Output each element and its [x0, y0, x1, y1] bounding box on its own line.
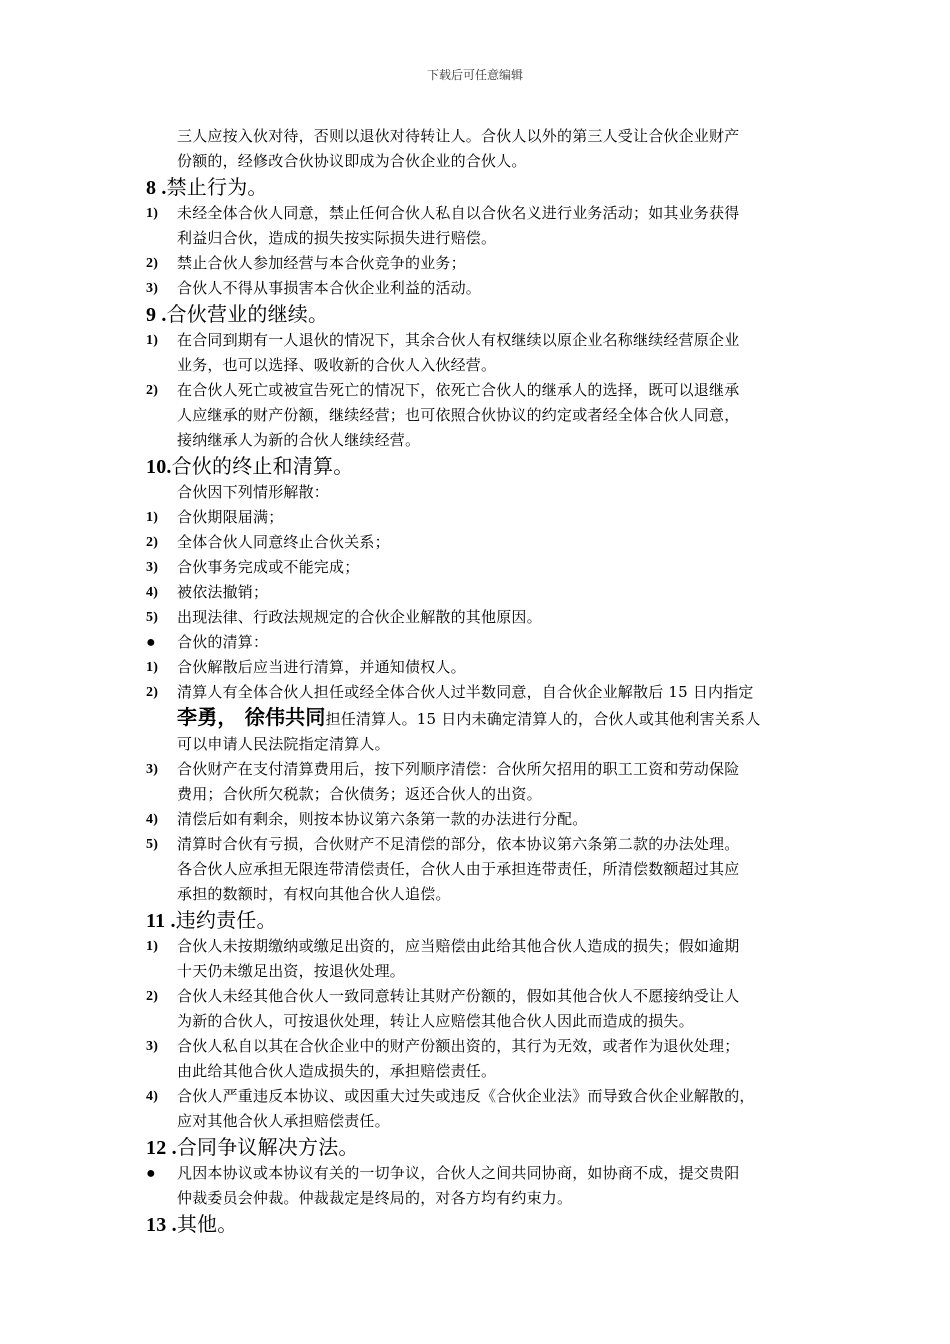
- list-item: [146, 201, 816, 226]
- list-marker: 1): [146, 510, 159, 525]
- line-text: 合伙财产在支付清算费用后，按下列顺序清偿：合伙所欠招用的职工工资和劳动保险: [177, 760, 740, 778]
- section-heading: [146, 907, 816, 934]
- paragraph-line: [146, 959, 816, 984]
- list-marker: 3): [146, 762, 159, 777]
- line-text: 合伙人私自以其在合伙企业中的财产份额出资的，其行为无效，或者作为退伙处理；: [177, 1037, 740, 1055]
- list-marker: 1): [146, 660, 159, 675]
- paragraph-line: [146, 1186, 816, 1211]
- list-item: [146, 630, 816, 655]
- list-item: [146, 555, 816, 580]
- bullet-icon: ●: [146, 634, 156, 651]
- list-marker: 3): [146, 281, 159, 296]
- section-number: 12 .: [146, 1137, 177, 1159]
- list-marker: 3): [146, 1039, 159, 1054]
- list-marker: 1): [146, 206, 159, 221]
- list-item: [146, 530, 816, 555]
- list-item: [146, 605, 816, 630]
- list-item: [146, 705, 816, 732]
- section-title: 合同争议解决方法。: [176, 1135, 359, 1159]
- paragraph-line: [146, 480, 816, 505]
- paragraph-line: [146, 428, 816, 453]
- list-marker: 4): [146, 812, 159, 827]
- line-text: 全体合伙人同意终止合伙关系；: [177, 533, 390, 551]
- line-text: 合伙解散后应当进行清算，并通知债权人。: [177, 658, 466, 676]
- line-text: 合伙事务完成或不能完成；: [177, 558, 360, 576]
- liquidator-names: 李勇， 徐伟共同: [177, 705, 326, 729]
- list-marker: 1): [146, 333, 159, 348]
- list-item: [146, 984, 816, 1009]
- list-item: [146, 1161, 816, 1186]
- list-item: [146, 580, 816, 605]
- line-text: 未经全体合伙人同意，禁止任何合伙人私自以合伙名义进行业务活动；如其业务获得: [177, 204, 740, 222]
- section-number: 13 .: [146, 1214, 177, 1236]
- line-text: 禁止合伙人参加经营与本合伙竞争的业务；: [177, 254, 466, 272]
- line-text: 各合伙人应承担无限连带清偿责任，合伙人由于承担连带责任，所清偿数额超过其应: [177, 860, 740, 878]
- bullet-icon: ●: [146, 1165, 156, 1182]
- paragraph-line: [146, 857, 816, 882]
- section-title: 其他。: [176, 1212, 238, 1236]
- line-text: 份额的，经修改合伙协议即成为合伙企业的合伙人。: [177, 152, 527, 170]
- list-marker: 4): [146, 585, 159, 600]
- line-text: 出现法律、行政法规规定的合伙企业解散的其他原因。: [177, 608, 542, 626]
- list-item: [146, 757, 816, 782]
- list-item: [146, 680, 816, 705]
- list-item: [146, 832, 816, 857]
- line-text: 业务，也可以选择、吸收新的合伙人入伙经营。: [177, 356, 497, 374]
- list-marker: 3): [146, 560, 159, 575]
- line-text: 费用；合伙所欠税款；合伙债务；返还合伙人的出资。: [177, 785, 542, 803]
- paragraph-line: [146, 732, 816, 757]
- list-item: [146, 655, 816, 680]
- list-item: [146, 251, 816, 276]
- line-text: 合伙人不得从事损害本合伙企业利益的活动。: [177, 279, 482, 297]
- list-marker: 4): [146, 1089, 159, 1104]
- section-heading: [146, 301, 816, 328]
- line-text: 在合伙人死亡或被宣告死亡的情况下，依死亡合伙人的继承人的选择，既可以退继承: [177, 381, 740, 399]
- section-title: 违约责任。: [175, 908, 277, 932]
- paragraph-line: [146, 353, 816, 378]
- list-item: [146, 1084, 816, 1109]
- list-item: [146, 328, 816, 353]
- line-text: 应对其他合伙人承担赔偿责任。: [177, 1112, 390, 1130]
- section-heading: [146, 1211, 816, 1238]
- document-body: [146, 124, 816, 1238]
- section-number: 9 .: [146, 304, 167, 326]
- line-text: 接纳继承人为新的合伙人继续经营。: [177, 431, 421, 449]
- line-text: 合伙期限届满；: [177, 508, 284, 526]
- page-header: 下载后可任意编辑: [426, 68, 523, 82]
- line-text: 合伙人未经其他合伙人一致同意转让其财产份额的，假如其他合伙人不愿接纳受让人: [177, 987, 740, 1005]
- line-text: 凡因本协议或本协议有关的一切争议，合伙人之间共同协商，如协商不成，提交贵阳: [177, 1164, 740, 1182]
- line-text: 利益归合伙，造成的损失按实际损失进行赔偿。: [177, 229, 497, 247]
- section-heading: [146, 174, 816, 201]
- line-text: 合伙人未按期缴纳或缴足出资的，应当赔偿由此给其他合伙人造成的损失；假如逾期: [177, 937, 740, 955]
- paragraph-line: [146, 1109, 816, 1134]
- list-item: [146, 276, 816, 301]
- line-text: 为新的合伙人，可按退伙处理，转让人应赔偿其他合伙人因此而造成的损失。: [177, 1012, 694, 1030]
- list-item: [146, 807, 816, 832]
- line-text: 合伙人严重违反本协议、或因重大过失或违反《合伙企业法》而导致合伙企业解散的，: [177, 1087, 755, 1105]
- section-title: 合伙的终止和清算。: [171, 454, 354, 478]
- line-text: 十天仍未缴足出资，按退伙处理。: [177, 962, 406, 980]
- list-item: [146, 934, 816, 959]
- paragraph-line: [146, 1009, 816, 1034]
- section-number: 11 .: [146, 910, 176, 932]
- line-text: 可以申请人民法院指定清算人。: [177, 735, 390, 753]
- line-text: 被依法撤销；: [177, 583, 269, 601]
- section-heading: [146, 1134, 816, 1161]
- list-item: [146, 378, 816, 403]
- list-marker: 2): [146, 256, 159, 271]
- list-marker: 2): [146, 685, 159, 700]
- paragraph-line: [146, 226, 816, 251]
- list-item: [146, 505, 816, 530]
- list-marker: 5): [146, 610, 159, 625]
- line-text: 担任清算人。15 日内未确定清算人的，合伙人或其他利害关系人: [325, 710, 761, 728]
- list-marker: 2): [146, 535, 159, 550]
- line-text: 仲裁委员会仲裁。仲裁裁定是终局的，对各方均有约束力。: [177, 1189, 573, 1207]
- paragraph-line: [146, 124, 816, 149]
- line-text: 由此给其他合伙人造成损失的，承担赔偿责任。: [177, 1062, 497, 1080]
- line-text: 合伙的清算：: [177, 633, 269, 651]
- paragraph-line: [146, 149, 816, 174]
- section-number: 8 .: [146, 177, 167, 199]
- line-text: 清算人有全体合伙人担任或经全体合伙人过半数同意，自合伙企业解散后 15 日内指定: [177, 683, 754, 701]
- line-text: 清偿后如有剩余，则按本协议第六条第一款的办法进行分配。: [177, 810, 588, 828]
- line-text: 清算时合伙有亏损，合伙财产不足清偿的部分，依本协议第六条第二款的办法处理。: [177, 835, 740, 853]
- section-title: 禁止行为。: [166, 175, 268, 199]
- list-marker: 2): [146, 383, 159, 398]
- paragraph-line: [146, 782, 816, 807]
- paragraph-line: [146, 403, 816, 428]
- section-number: 10.: [146, 456, 172, 478]
- line-text: 合伙因下列情形解散：: [177, 483, 330, 501]
- paragraph-line: [146, 1059, 816, 1084]
- line-text: 人应继承的财产份额，继续经营；也可依照合伙协议的约定或者经全体合伙人同意，: [177, 406, 740, 424]
- list-item: [146, 1034, 816, 1059]
- section-title: 合伙营业的继续。: [166, 302, 329, 326]
- list-marker: 1): [146, 939, 159, 954]
- line-text: 承担的数额时，有权向其他合伙人追偿。: [177, 885, 451, 903]
- section-heading: [146, 453, 816, 480]
- line-text: 在合同到期有一人退伙的情况下，其余合伙人有权继续以原企业名称继续经营原企业: [177, 331, 740, 349]
- list-marker: 5): [146, 837, 159, 852]
- paragraph-line: [146, 882, 816, 907]
- list-marker: 2): [146, 989, 159, 1004]
- line-text: 三人应按入伙对待，否则以退伙对待转让人。合伙人以外的第三人受让合伙企业财产: [177, 127, 740, 145]
